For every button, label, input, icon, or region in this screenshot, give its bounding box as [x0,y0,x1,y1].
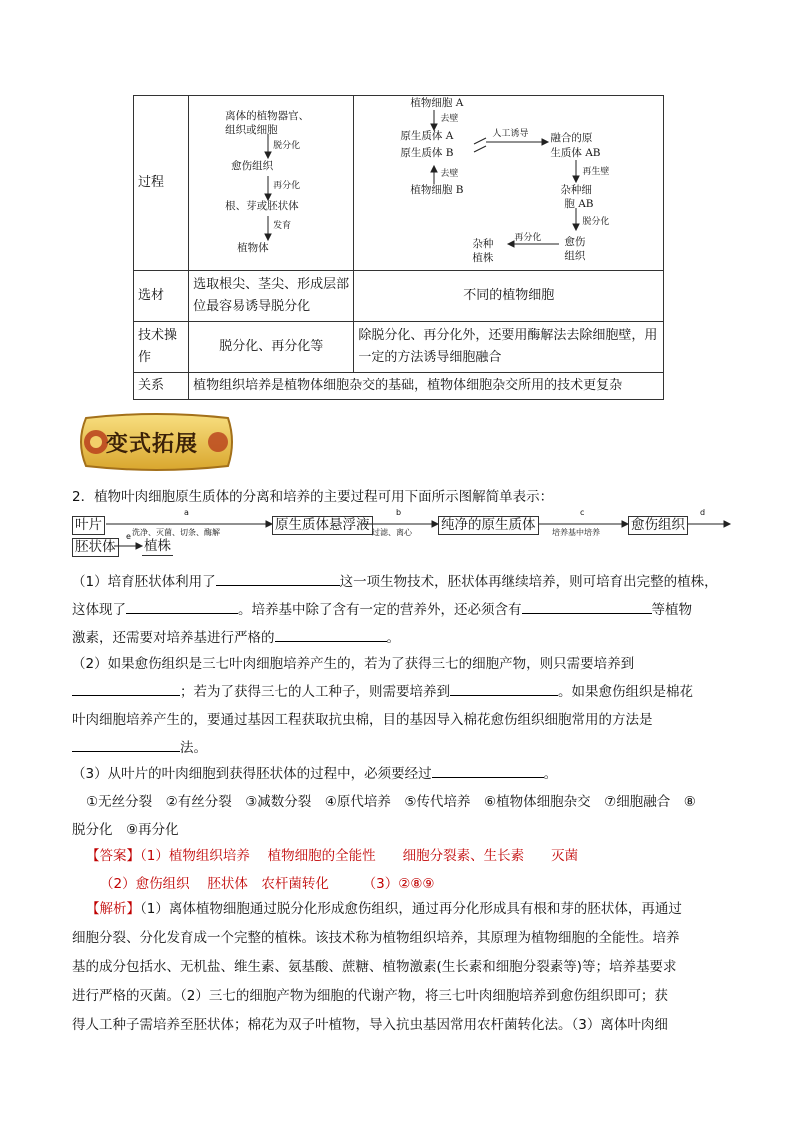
flow-node-leaf: 叶片 [72,516,105,535]
analysis-block: 【解析】（1）离体植物细胞通过脱分化形成愈伤组织，通过再分化形成具有根和芽的胚状体，再通过 细胞分裂、分化发育成一个完整的植株。该技术称为植物组织培养，其原理为植物细胞的全能性。培养 基的成分包括水、无机盐、维生素、氨基酸、蔗糖、植物激素(生长素和细胞分裂素等)等；培养基要求 进行严格的灭菌。（2）三七的细胞产物为细胞的代谢产物，将三七叶肉细胞培养到愈伤组织即可；获 得人工种子需培养至胚状体；棉花为双子叶植物，导入抗虫基因常用农杆菌转化法。（3）离体叶肉细 [72,901,682,1033]
table-cell: 植物组织培养是植物体细胞杂交的基础，植物体细胞杂交所用的技术更复杂 [189,373,664,400]
hybrid-callus-2: 组织 [564,250,586,262]
table-row [134,322,664,373]
hybrid-cell-a: 植物细胞 A [410,97,464,109]
hybrid-proto-b: 原生质体 B [400,147,454,159]
row-label: 选材 [134,271,189,322]
flow-node-embryoid: 胚状体 [72,538,119,557]
tissue-step-3: 发育 [273,221,292,231]
hybrid-fused-1: 融合的原 [550,132,593,144]
hybrid-callus-1: 愈伤 [564,236,586,248]
hybrid-regen: 再生壁 [582,167,610,177]
answer-line-1: （1）植物组织培养 植物细胞的全能性 细胞分裂素、生长素 灭菌 [140,848,579,864]
flow-label-a: a [184,508,189,517]
hybrid-proto-a: 原生质体 A [400,130,454,142]
hybrid-fused-2: 生质体 AB [550,147,601,159]
blank-5[interactable] [72,679,180,696]
flow-node-plant: 植株 [144,538,171,554]
tissue-node-2: 愈伤组织 [231,160,274,172]
blank-7[interactable] [72,735,180,752]
options-list: ①无丝分裂 ②有丝分裂 ③减数分裂 ④原代培养 ⑤传代培养 ⑥植物体细胞杂交 ⑦细胞融合 ⑧ 脱分化 ⑨再分化 [72,794,696,838]
tissue-step-2: 再分化 [273,181,301,191]
row-label: 技术操作 [134,322,189,373]
blank-8[interactable] [432,761,544,778]
tissue-culture-diagram [189,96,354,271]
table-cell: 选取根尖、茎尖、形成层部位最容易诱导脱分化 [189,271,354,322]
flow-node-suspension: 原生质体悬浮液 [272,516,373,535]
blank-6[interactable] [450,679,558,696]
flow-label-c: c [580,508,585,517]
hybrid-arrows [354,96,664,270]
hybrid-plant-1: 杂种 [472,238,494,250]
hybrid-redif: 再分化 [514,233,542,243]
hybrid-dedif: 脱分化 [582,217,610,227]
table-row [134,373,664,400]
hybrid-cell-b: 植物细胞 B [410,184,464,196]
tissue-step-1: 脱分化 [273,141,301,151]
question-part-1: （1）培育胚状体利用了 这一项生物技术，胚状体再继续培养，则可培育出完整的植株， 这体现了 。培养基中除了含有一定的营养外，还必须含有 等植物 激素，还需要对培养基进行严格的 。 [72,568,732,652]
tissue-node-4: 植物体 [237,242,269,254]
hybrid-diagram [354,96,664,271]
flow-label-b-steps: 过滤、离心 [372,528,412,537]
blank-2[interactable] [126,597,238,614]
analysis-label: 【解析】 [86,901,140,917]
section-banner [76,410,236,474]
table-cell: 除脱分化、再分化外，还要用酶解法去除细胞壁，用一定的方法诱导细胞融合 [354,322,664,373]
question-part-3: （3）从叶片的叶肉细胞到获得胚状体的过程中，必须要经过 。 [72,760,732,788]
table-cell: 脱分化、再分化等 [189,322,354,373]
row-label: 过程 [134,96,189,271]
blank-3[interactable] [522,597,652,614]
tissue-start-2: 组织或细胞 [225,124,278,136]
row-label: 关系 [134,373,189,400]
blank-1[interactable] [216,569,340,586]
hybrid-wall-1: 去壁 [440,114,459,124]
flow-node-protoplast: 纯净的原生质体 [438,516,539,535]
banner-title: 变式拓展 [106,431,199,457]
answer-line-2: （2）愈伤组织 胚状体 农杆菌转化 （3）②⑧⑨ [100,876,435,892]
answer-block [86,842,736,898]
flow-label-e: e [126,532,131,541]
tissue-node-3: 根、芽或胚状体 [225,200,299,212]
question-intro: 2．植物叶肉细胞原生质体的分离和培养的主要过程可用下面所示图解简单表示： [72,489,554,505]
comparison-table [133,95,664,400]
blank-4[interactable] [275,625,387,642]
hybrid-induce: 人工诱导 [492,129,529,139]
hybrid-hyb-1: 杂种细 [560,184,592,196]
flow-label-c-steps: 培养基中培养 [552,528,600,537]
hybrid-wall-2: 去壁 [440,169,459,179]
hybrid-plant-2: 植株 [472,252,494,264]
answer-label: 【答案】 [86,848,140,864]
hybrid-hyb-2: 胞 AB [564,198,594,210]
flow-label-b: b [396,508,402,517]
flow-node-callus: 愈伤组织 [628,516,688,535]
table-row [134,271,664,322]
tissue-start-1: 离体的植物器官、 [225,110,310,122]
flow-label-d: d [700,508,706,517]
table-row [134,96,664,271]
flow-label-a-steps: 洗净、灭菌、切条、酶解 [132,528,220,537]
question-part-2: （2）如果愈伤组织是三七叶肉细胞培养产生的，若为了获得三七的细胞产物，则只需要培养到 ；若为了获得三七的人工种子，则需要培养到 。如果愈伤组织是棉花 叶肉细胞培养产生的，要通过基因工程获取抗虫棉，目的基因导入棉花愈伤组织细胞常用的方法是 法。 [72,656,693,756]
table-cell: 不同的植物细胞 [354,271,664,322]
